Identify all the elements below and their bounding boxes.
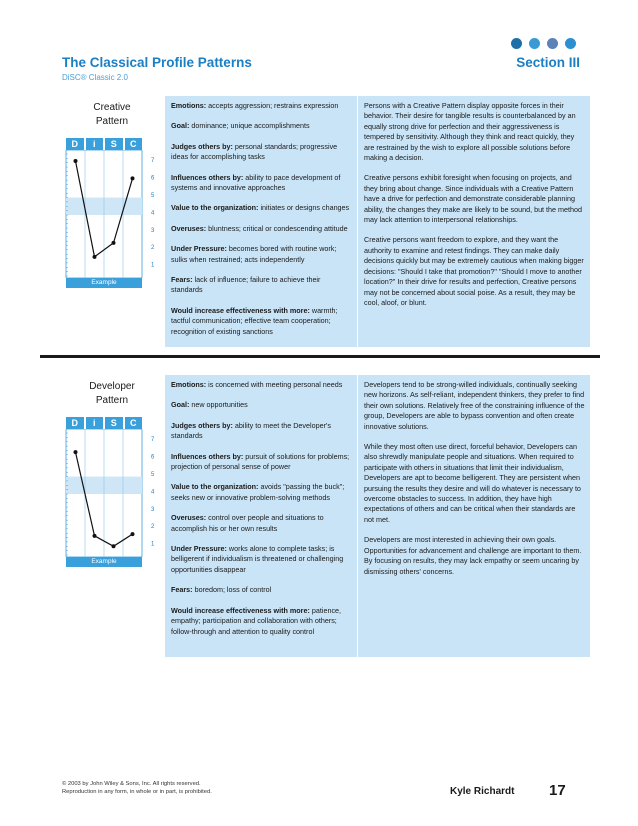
trait-label: Influences others by: bbox=[171, 172, 244, 182]
trait-label: Overuses: bbox=[171, 513, 207, 523]
graph-point bbox=[131, 176, 135, 180]
trait-label: Overuses: bbox=[171, 223, 207, 233]
graph-point bbox=[93, 534, 97, 538]
graph-column-header: i bbox=[86, 417, 104, 429]
profile-name bbox=[62, 101, 162, 129]
trait-item bbox=[171, 101, 351, 111]
trait-label: Judges others by: bbox=[171, 420, 233, 430]
narrative-paragraph: Creative persons want freedom to explore, and they want the authority to examine and retest findings. They can make daily decisions quickly but may be extremely cautious when making bigger decisions: "Should I take that promotion?" "Should I move to another location?" In their drive for results and perfection, Creative persons may not be concerned about social poise. As a result, they may be cool, aloof, or blunt. bbox=[364, 235, 584, 307]
profile-name-line: Creative bbox=[93, 102, 131, 113]
trait-item bbox=[171, 142, 351, 163]
graph-caption: Example bbox=[66, 278, 142, 288]
document-subtitle: DiSC® Classic 2.0 bbox=[62, 73, 128, 82]
column-separator bbox=[357, 96, 358, 347]
section-divider bbox=[40, 355, 600, 358]
graph-scale-label: 5 bbox=[151, 192, 155, 199]
trait-item bbox=[171, 121, 351, 131]
graph-scale-label: 6 bbox=[151, 454, 155, 461]
narrative-paragraph: Developers tend to be strong-willed individuals, continually seeking new horizons. As self-reliant, independent thinkers, they prefer to find their own solutions. Relatively free of the constraining influence of the group, Developers are able to bypass convention and often create innovative solutions. bbox=[364, 380, 585, 431]
graph-point bbox=[74, 450, 78, 454]
trait-item bbox=[171, 452, 351, 473]
narrative-column bbox=[364, 101, 586, 318]
copyright-line: Reproduction in any form, in whole or in part, is prohibited. bbox=[62, 789, 212, 795]
trait-item bbox=[171, 544, 351, 575]
trait-text: warmth; tactful communication; effective team cooperation; recognition of existing sanctions bbox=[171, 305, 338, 336]
trait-item bbox=[171, 244, 351, 265]
trait-text: personal standards; progressive ideas for accomplishing tasks bbox=[171, 141, 338, 162]
trait-text: ability to pace development of systems and innovative approaches bbox=[171, 172, 341, 193]
trait-text: avoids "passing the buck"; seeks new or innovative problem-solving methods bbox=[171, 482, 345, 502]
indicator-dot bbox=[547, 38, 558, 49]
trait-item bbox=[171, 421, 351, 442]
profile-name-line: Pattern bbox=[95, 395, 129, 406]
traits-column bbox=[171, 101, 351, 347]
graph-point bbox=[74, 159, 78, 163]
trait-label: Under Pressure: bbox=[171, 244, 227, 254]
profile-name bbox=[62, 380, 162, 408]
trait-label: Fears: bbox=[171, 585, 193, 595]
trait-label: Value to the organization: bbox=[171, 203, 259, 213]
trait-text: becomes bored with routine work; sulks when restrained; acts independently bbox=[171, 244, 337, 264]
narrative-paragraph: While they most often use direct, forceful behavior, Developers can also shrewdly manipulate people and situations. When required to participate with others in situations that limit their individualism, Developers are apt to become belligerent. They are persistent when pursuing the results they desire and will do whatever is necessary to overcome obstacles to success. In addition, they have high expectations of others and can be critical when their standards are not met. bbox=[364, 442, 581, 524]
graph-column-headers bbox=[66, 417, 142, 429]
graph-scale-label: 1 bbox=[151, 262, 155, 269]
column-separator bbox=[357, 375, 358, 657]
graph-column-header: S bbox=[105, 417, 123, 429]
page-number: 17 bbox=[549, 782, 566, 799]
trait-text: boredom; loss of control bbox=[192, 585, 272, 595]
trait-text: dominance; unique accomplishments bbox=[189, 121, 310, 131]
profile-description-panel bbox=[165, 96, 590, 347]
copyright-notice bbox=[62, 780, 212, 796]
trait-label: Would increase effectiveness with more: bbox=[171, 605, 310, 615]
narrative-paragraph: Creative persons exhibit foresight when focusing on projects, and they bring about change. Since individuals with a Creative Pattern have a drive for perfection and demonstrate considerable planning ability, the changes they make are likely to be sound, but the method may lack attention to interpersonal relationships. bbox=[364, 173, 583, 225]
indicator-dot bbox=[529, 38, 540, 49]
profile-name-line: Pattern bbox=[95, 116, 129, 127]
graph-plot bbox=[62, 429, 162, 557]
author-name: Kyle Richardt bbox=[450, 786, 515, 797]
graph-point bbox=[93, 255, 97, 259]
graph-point bbox=[112, 241, 116, 245]
indicator-dot bbox=[565, 38, 576, 49]
trait-text: initiates or designs changes bbox=[258, 203, 350, 213]
trait-item bbox=[171, 380, 351, 390]
narrative-column bbox=[364, 380, 586, 587]
graph-column-header: C bbox=[125, 417, 143, 429]
trait-item bbox=[171, 306, 351, 337]
trait-item bbox=[171, 275, 351, 296]
trait-label: Emotions: bbox=[171, 101, 207, 110]
trait-label: Would increase effectiveness with more: bbox=[171, 305, 310, 315]
graph-scale-label: 7 bbox=[151, 437, 155, 444]
profile-name-line: Developer bbox=[89, 381, 135, 392]
graph-column-header: D bbox=[66, 417, 84, 429]
graph-plot bbox=[62, 150, 162, 278]
trait-label: Under Pressure: bbox=[171, 544, 227, 554]
graph-point bbox=[131, 532, 135, 536]
trait-label: Value to the organization: bbox=[171, 482, 259, 492]
profile-description-panel bbox=[165, 375, 590, 657]
graph-scale-label: 2 bbox=[151, 245, 155, 252]
graph-scale-label: 2 bbox=[151, 524, 155, 531]
trait-text: pursuit of solutions for problems; projection of personal sense of power bbox=[171, 451, 350, 472]
narrative-paragraph: Developers are most interested in achieving their own goals. Opportunities for advancement and challenge are important to them. By focusing on results, they may lack empathy or seem uncaring by dismissing others' concerns. bbox=[364, 535, 582, 576]
trait-text: ability to meet the Developer's standards bbox=[171, 420, 331, 441]
graph-scale-label: 4 bbox=[151, 489, 155, 496]
trait-text: lack of influence; failure to achieve their standards bbox=[171, 275, 321, 295]
graph-scale-label: 7 bbox=[151, 158, 155, 165]
graph-scale-label: 6 bbox=[151, 175, 155, 182]
trait-label: Judges others by: bbox=[171, 141, 233, 151]
trait-text: bluntness; critical or condescending attitude bbox=[206, 223, 348, 233]
graph-scale-label: 5 bbox=[151, 471, 155, 478]
trait-label: Fears: bbox=[171, 275, 193, 285]
trait-item bbox=[171, 482, 351, 503]
graph-scale-label: 1 bbox=[151, 541, 155, 548]
trait-text: control over people and situations to accomplish his or her own results bbox=[171, 513, 324, 533]
graph-scale-label: 3 bbox=[151, 227, 155, 234]
section-label: Section III bbox=[516, 55, 580, 70]
trait-item bbox=[171, 606, 351, 637]
graph-column-header: S bbox=[105, 138, 123, 150]
graph-scale-label: 3 bbox=[151, 506, 155, 513]
trait-text: patience, empathy; participation and collaboration with others; follow-through and attention to quality control bbox=[171, 605, 342, 636]
section-indicator-dots bbox=[511, 38, 576, 49]
graph-scale-label: 4 bbox=[151, 210, 155, 217]
trait-text: accepts aggression; restrains expression bbox=[206, 101, 339, 110]
trait-label: Goal: bbox=[171, 121, 190, 131]
trait-text: works alone to complete tasks; is belligerent if individualism is threatened or challenging opportunities disappear bbox=[171, 544, 344, 574]
trait-item bbox=[171, 585, 351, 595]
graph-column-header: D bbox=[66, 138, 84, 150]
trait-item bbox=[171, 224, 351, 234]
graph-column-headers bbox=[66, 138, 142, 150]
trait-label: Influences others by: bbox=[171, 451, 244, 461]
traits-column bbox=[171, 380, 351, 647]
trait-label: Goal: bbox=[171, 400, 190, 410]
indicator-dot bbox=[511, 38, 522, 49]
graph-column-header: C bbox=[125, 138, 143, 150]
trait-item bbox=[171, 513, 351, 534]
trait-text: new opportunities bbox=[189, 400, 248, 410]
copyright-line: © 2003 by John Wiley & Sons, Inc. All rights reserved. bbox=[62, 781, 201, 787]
trait-label: Emotions: bbox=[171, 380, 207, 389]
graph-caption: Example bbox=[66, 557, 142, 567]
trait-item bbox=[171, 203, 351, 213]
document-title: The Classical Profile Patterns bbox=[62, 55, 252, 70]
narrative-paragraph: Persons with a Creative Pattern display opposite forces in their behavior. Their desire for tangible results is counterbalanced by an equally strong drive for perfection and their aggressiveness is tempered by sensitivity. Although they think and react quickly, they are restrained by the wish to explore all possible solutions before making a decision. bbox=[364, 101, 576, 163]
trait-text: is concerned with meeting personal needs bbox=[206, 380, 343, 389]
disc-graph bbox=[62, 417, 162, 567]
graph-point bbox=[112, 544, 116, 548]
disc-graph bbox=[62, 138, 162, 288]
trait-item bbox=[171, 400, 351, 410]
graph-column-header: i bbox=[86, 138, 104, 150]
trait-item bbox=[171, 173, 351, 194]
